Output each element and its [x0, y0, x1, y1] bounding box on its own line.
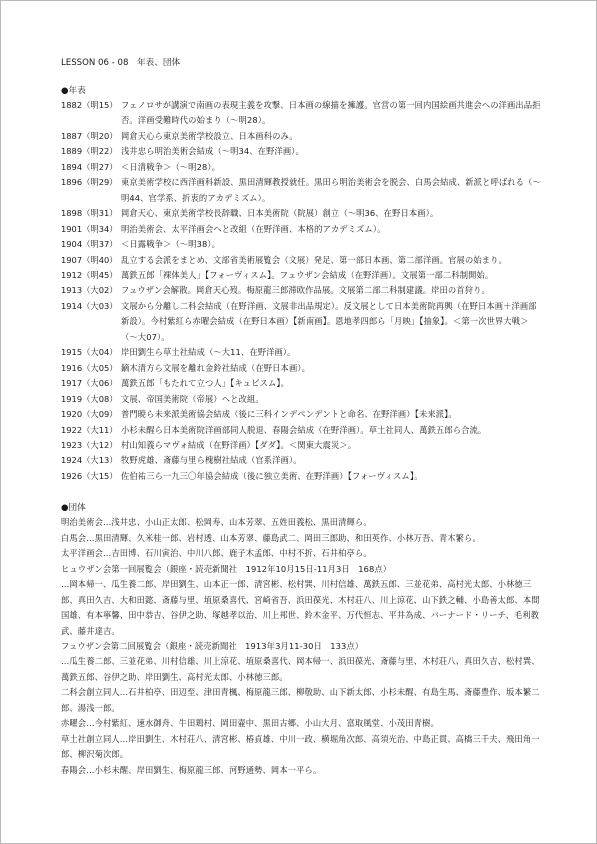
timeline-year: 1919（大08） — [61, 393, 118, 404]
group-line: …瓜生養二郎、三並花弟、川村信雄、川上涼花、埴原桑喜代、岡本帰一、浜田葆光、斎藤与里、木村荘八、真田久吉、松村巽、萬鉄五郎、谷伊之助、岸田劉生、高村光太郎、小林徳三郎。 — [61, 656, 540, 682]
timeline-year: 1887（明20） — [61, 130, 118, 141]
timeline-year: 1914（大03） — [61, 300, 118, 311]
timeline-entry — [61, 253, 541, 268]
group-line: 白馬会…黒田清輝、久米桂一郎、岩村透、山本芳翠、藤島武二、岡田三郎助、和田英作、小林万吾、青木繁ら。 — [61, 532, 481, 543]
timeline-year: 1913（大02） — [61, 285, 118, 296]
timeline-year: 1924（大13） — [61, 455, 118, 466]
timeline-text: 文展から分離し二科会結成（在野洋画、文展非出品規定）。反文展として日本美術院再興（在野日本画＋洋画部新設）。今村紫紅ら赤曜会結成（在野日本画）【新南画】。恩地孝四郎ら「月映」【抽象】。＜第一次世界大戦＞（〜大07）。 — [121, 300, 537, 342]
groups-heading: ●団体 — [61, 503, 86, 514]
timeline-text: 岡倉天心ら東京美術学校設立、日本画科のみ。 — [121, 130, 298, 141]
timeline-year: 1896（明29） — [61, 177, 118, 188]
timeline-year: 1894（明27） — [61, 161, 118, 172]
page-title: LESSON 06 - 08 年表、団体 — [61, 58, 181, 68]
timeline-entry — [61, 144, 541, 159]
timeline-year: 1889（明22） — [61, 146, 118, 157]
timeline-text: フュウザン会解散。岡倉天心歿。梅原龍三郎滞欧作品展。文展第二部二科制建議。岸田の首狩り。 — [121, 285, 490, 296]
timeline-text: 浅井忠ら明治美術会結成（〜明34、在野洋画）。 — [121, 146, 304, 157]
timeline-text: 佐伯祐三ら一九三〇年協会結成（後に独立美術、在野洋画）【フォーヴィスム】。 — [121, 470, 423, 481]
timeline-entry — [61, 206, 541, 221]
timeline-text: 牧野虎雄、斎藤与里ら槐樹社結成（官系洋画）。 — [121, 455, 302, 466]
timeline-year: 1912（明45） — [61, 269, 118, 280]
timeline-entry — [61, 376, 541, 391]
group-line: …岡本帰一、瓜生養二郎、岸田劉生、山本正一郎、清宮彬、松村巽、川村信雄、萬鉄五郎、三並花弟、高村光太郎、小林徳三郎、真田久吉、大和田懿、斎藤与里、埴原桑喜代、宮崎省吾、浜田葆光、木村荘八、川上涼花、山下鉄之輔、小島善太郎、本間国雄、有本寧馨、田中恭吉、谷伊之助、塚越孝以治、川上邦世、鈴木金平、万代恒志、平井為成、バーナード・リーチ、毛利教武、藤井達吉。 — [61, 579, 540, 636]
timeline-year: 1882（明15） — [61, 100, 118, 110]
timeline-text: ＜日露戦争＞（〜明38）。 — [121, 239, 220, 250]
timeline-year: 1917（大06） — [61, 378, 118, 389]
timeline-list — [61, 98, 541, 484]
timeline-entry — [61, 345, 541, 360]
group-line: 明治美術会…浅井忠、小山正太郎、松岡寿、山本芳翠、五姓田義松、黒田清輝ら。 — [61, 517, 372, 528]
timeline-text: 乱立する会派をまとめ、文部省美術展覧会（文展）発足、第一部日本画、第二部洋画。官展の始まり。 — [121, 254, 507, 265]
timeline-text: 小杉未醒ら日本美術院洋画部同人脱退、春陽会結成（在野洋画）。草土社同人、萬鉄五郎ら合流。 — [121, 424, 487, 435]
timeline-entry — [61, 438, 541, 453]
group-line: ヒュウザン会第一回展覧会（銀座・読売新聞社 1912年10月15日-11月3日 168点） — [61, 563, 392, 574]
timeline-entry — [61, 453, 541, 468]
group-line: 春陽会…小杉未醒、岸田劉生、梅原龍三郎、河野通勢、岡本一平ら。 — [61, 764, 322, 775]
timeline-entry — [61, 392, 541, 407]
timeline-entry — [61, 407, 541, 422]
timeline-text: 文展、帝国美術院（帝展）へと改組。 — [121, 393, 264, 404]
group-line: 草土社創立同人…岸田劉生、木村荘八、清宮彬、椿貞雄、中川一政、横堀角次郎、高須光治、中島正貫、高橋三千夫、飛田角一郎、柳沢菊次郎。 — [61, 733, 540, 760]
timeline-year: 1907（明40） — [61, 254, 118, 265]
timeline-year: 1898（明31） — [61, 208, 118, 219]
timeline-text: 村山知義らマヴォ結成（在野洋画）【ダダ】。＜関東大震災＞。 — [121, 439, 357, 450]
timeline-text: ＜日清戦争＞（〜明28）。 — [121, 161, 220, 172]
timeline-text: 岡倉天心、東京美術学校長辞職、日本美術院（院展）創立（〜明36、在野日本画）。 — [121, 208, 439, 219]
timeline-entry — [61, 268, 541, 283]
timeline-year: 1901（明34） — [61, 223, 118, 234]
group-line: 太平洋画会…吉田博、石川寅治、中川八郎、鹿子木孟郎、中村不折、石井柏亭ら。 — [61, 548, 372, 559]
group-line: 赤曜会…今村紫紅、速水御舟、牛田鶏村、岡田壷中、黒田古郷、小山大月、富取風堂、小茂田青樹。 — [61, 718, 439, 729]
timeline-year: 1926（大15） — [61, 470, 118, 481]
timeline-text: 明治美術会、太平洋画会へと改組（在野洋画、本格的アカデミズム）。 — [121, 223, 386, 234]
timeline-entry — [61, 129, 541, 144]
timeline-heading: ●年表 — [61, 86, 86, 96]
timeline-text: 萬鉄五郎「裸体美人」【フォーヴィスム】。フュウザン会結成（在野洋画）。文展第一部二科制開始。 — [121, 269, 494, 280]
timeline-entry — [61, 469, 541, 484]
timeline-year: 1920（大09） — [61, 409, 118, 420]
group-line: 二科会創立同人…石井柏亭、田辺至、津田青楓、梅原龍三郎、柳敬助、山下新太郎、小杉未醒、有島生馬、斎藤豊作、坂本繁二郎、湯浅一郎。 — [61, 687, 540, 713]
timeline-text: 岸田劉生ら草土社結成（〜大11、在野洋画）。 — [121, 347, 296, 358]
timeline-entry — [61, 361, 541, 376]
groups-list — [61, 515, 541, 778]
timeline-entry — [61, 237, 541, 252]
timeline-text: 萬鉄五郎「もたれて立つ人」【キュビスム】。 — [121, 378, 290, 389]
timeline-entry — [61, 299, 541, 345]
timeline-entry — [61, 98, 541, 129]
timeline-year: 1904（明37） — [61, 239, 118, 250]
timeline-year: 1916（大05） — [61, 362, 118, 373]
timeline-text: 普門暁ら未来派美術協会結成（後に三科インデペンデントと命名、在野洋画）【未来派】。 — [121, 409, 457, 420]
timeline-text: フェノロサが講演で南画の表現主義を攻撃、日本画の線描を擁護。官営の第一回内国絵画共進会への洋画出品拒否。洋画受難時代の始まり（〜明28）。 — [121, 100, 541, 126]
timeline-year: 1915（大04） — [61, 347, 118, 358]
timeline-entry — [61, 160, 541, 175]
timeline-text: 東京美術学校に西洋画科新設、黒田清輝教授就任。黒田ら明治美術会を脱会、白馬会結成、新派と呼ばれる（〜明44、官学系、折衷的アカデミズム）。 — [121, 177, 541, 203]
group-line: フュウザン会第二回展覧会（銀座・読売新聞社 1913年3月11-30日 133点） — [61, 640, 364, 651]
timeline-entry — [61, 222, 541, 237]
timeline-entry — [61, 283, 541, 298]
timeline-text: 鏑木清方ら文展を離れ金鈴社結成（在野日本画）。 — [121, 362, 310, 373]
timeline-year: 1922（大11） — [61, 424, 118, 435]
timeline-year: 1923（大12） — [61, 439, 118, 450]
document-content — [61, 57, 541, 778]
timeline-entry — [61, 423, 541, 438]
timeline-entry — [61, 175, 541, 206]
